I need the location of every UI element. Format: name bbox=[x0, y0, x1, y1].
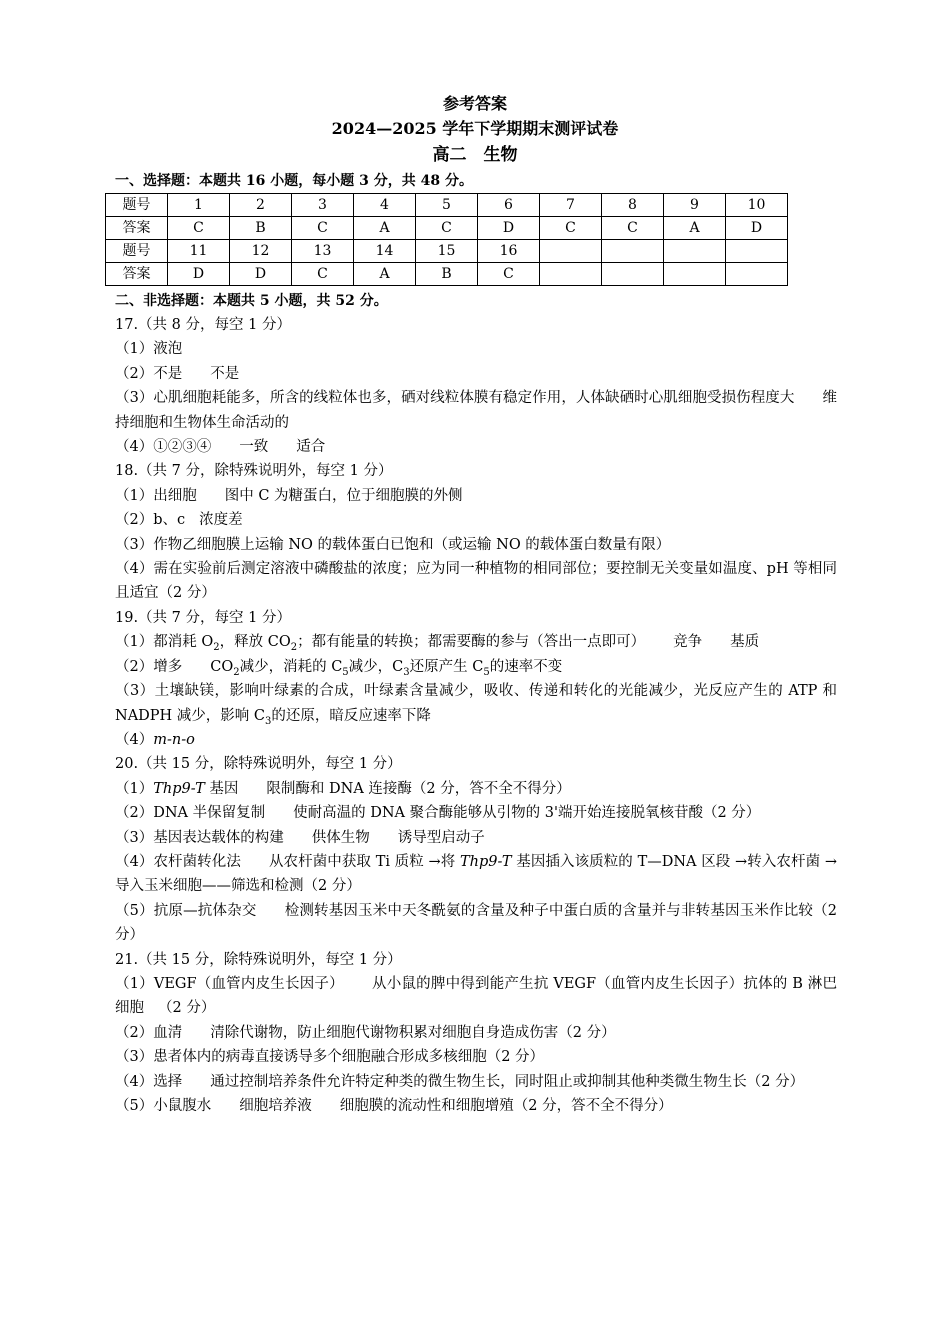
answer-body bbox=[115, 313, 837, 1118]
table-cell: C bbox=[540, 217, 602, 240]
answer-line: （2）血清 清除代谢物，防止细胞代谢物积累对细胞自身造成伤害（2 分） bbox=[115, 1024, 616, 1041]
answer-line: （2）增多 $CO_2$减少，消耗的 $C_5$减少，$C_3$还原产生 $C_5$的速率不变 bbox=[115, 658, 563, 678]
table-cell bbox=[540, 240, 602, 263]
exam-title: 2024—2025 学年下学期期末测评试卷 bbox=[331, 119, 619, 138]
table-cell bbox=[726, 240, 788, 263]
table-cell: 2 bbox=[230, 194, 292, 217]
table-cell: 11 bbox=[168, 240, 230, 263]
section-2-heading: 二、非选择题：本题共 5 小题，共 52 分。 bbox=[115, 293, 388, 309]
section-1-heading: 一、选择题：本题共 16 小题，每小题 3 分，共 48 分。 bbox=[115, 173, 473, 189]
row-label: 答案 bbox=[106, 263, 168, 286]
answer-line: （1）液泡 bbox=[115, 341, 183, 358]
table-cell bbox=[726, 263, 788, 286]
answer-line: （3）患者体内的病毒直接诱导多个细胞融合形成多核细胞（2 分） bbox=[115, 1049, 545, 1066]
table-cell: 7 bbox=[540, 194, 602, 217]
doc-title: 参考答案 bbox=[442, 94, 507, 113]
table-cell: C bbox=[292, 217, 354, 240]
table-cell: 9 bbox=[664, 194, 726, 217]
row-label: 题号 bbox=[106, 240, 168, 263]
question-row bbox=[106, 194, 788, 217]
table-cell: C bbox=[168, 217, 230, 240]
row-label: 答案 bbox=[106, 217, 168, 240]
answer-line: （4）m-n-o bbox=[115, 731, 195, 748]
table-cell: D bbox=[168, 263, 230, 286]
table-cell: C bbox=[416, 217, 478, 240]
answer-line: （3）基因表达载体的构建 供体生物 诱导型启动子 bbox=[115, 829, 485, 846]
table-cell: 4 bbox=[354, 194, 416, 217]
table-cell: 10 bbox=[726, 194, 788, 217]
table-cell: A bbox=[354, 217, 416, 240]
question-21-head: 21.（共 15 分，除特殊说明外，每空 1 分） bbox=[115, 951, 402, 968]
answer-row bbox=[106, 217, 788, 240]
answer-line: （5）小鼠腹水 细胞培养液 细胞膜的流动性和细胞增殖（2 分，答不全不得分） bbox=[115, 1098, 673, 1114]
table-cell bbox=[664, 263, 726, 286]
table-cell: A bbox=[354, 263, 416, 286]
table-cell bbox=[602, 240, 664, 263]
table-cell: 1 bbox=[168, 194, 230, 217]
answer-line: （4）①②③④ 一致 适合 bbox=[115, 439, 326, 456]
answer-line: （4）需在实验前后测定溶液中磷酸盐的浓度；应为同一种植物的相同部位；要控制无关变量如温度、pH 等相同且适宜（2 分） bbox=[115, 561, 837, 602]
answer-line: （1）都消耗 $O_2$，释放 $CO_2$；都有能量的转换；都需要酶的参与（答出一点即可） 竞争 基质 bbox=[115, 634, 760, 654]
row-label: 题号 bbox=[106, 194, 168, 217]
question-row bbox=[106, 240, 788, 263]
table-cell: 5 bbox=[416, 194, 478, 217]
table-cell: 13 bbox=[292, 240, 354, 263]
table-cell bbox=[664, 240, 726, 263]
table-cell: 12 bbox=[230, 240, 292, 263]
table-cell: C bbox=[292, 263, 354, 286]
table-cell: A bbox=[664, 217, 726, 240]
table-cell: D bbox=[726, 217, 788, 240]
answer-line: （2）不是 不是 bbox=[115, 365, 240, 382]
question-18-head: 18.（共 7 分，除特殊说明外，每空 1 分） bbox=[115, 463, 393, 480]
answer-row bbox=[106, 263, 788, 286]
table-cell bbox=[602, 263, 664, 286]
table-cell: B bbox=[230, 217, 292, 240]
table-cell: 15 bbox=[416, 240, 478, 263]
answer-line: （5）抗原—抗体杂交 检测转基因玉米中天冬酰氨的含量及种子中蛋白质的含量并与非转基因玉米作比较（2 分） bbox=[115, 902, 837, 944]
table-cell: 16 bbox=[478, 240, 540, 263]
table-cell bbox=[540, 263, 602, 286]
answer-line: （3）土壤缺镁，影响叶绿素的合成，叶绿素含量减少，吸收、传递和转化的光能减少，光反应产生的 ATP 和 NADPH 减少，影响 $C_3$的还原，暗反应速率下降 bbox=[115, 683, 837, 727]
table-cell: D bbox=[478, 217, 540, 240]
answer-line: （3）心肌细胞耗能多，所含的线粒体也多，硒对线粒体膜有稳定作用，人体缺硒时心肌细胞受损伤程度大 维持细胞和生物体生命活动的 bbox=[115, 390, 837, 431]
answer-line: （4）选择 通过控制培养条件允许特定种类的微生物生长，同时阻止或抑制其他种类微生物生长（2 分） bbox=[115, 1073, 805, 1090]
question-19-head: 19.（共 7 分，每空 1 分） bbox=[115, 609, 291, 626]
answer-line: （1）出细胞 图中 C 为糖蛋白，位于细胞膜的外侧 bbox=[115, 487, 463, 504]
answer-line: （2）b、c 浓度差 bbox=[115, 512, 243, 529]
table-cell: C bbox=[602, 217, 664, 240]
table-cell: 14 bbox=[354, 240, 416, 263]
question-17-head: 17.（共 8 分，每空 1 分） bbox=[115, 317, 291, 333]
subject-title: 高二 生物 bbox=[432, 145, 518, 165]
answer-line: （1）Thp9-T 基因 限制酶和 DNA 连接酶（2 分，答不全不得分） bbox=[115, 780, 571, 797]
table-cell: C bbox=[478, 263, 540, 286]
table-cell: 3 bbox=[292, 194, 354, 217]
table-cell: D bbox=[230, 263, 292, 286]
table-cell: B bbox=[416, 263, 478, 286]
answer-table bbox=[105, 193, 788, 286]
answer-line: （2）DNA 半保留复制 使耐高温的 DNA 聚合酶能够从引物的 3'端开始连接脱氧核苷酸（2 分） bbox=[115, 805, 761, 822]
table-cell: 8 bbox=[602, 194, 664, 217]
answer-line: （3）作物乙细胞膜上运输 NO 的载体蛋白已饱和（或运输 NO 的载体蛋白数量有限） bbox=[115, 536, 671, 553]
answer-line: （4）农杆菌转化法 从农杆菌中获取 Ti 质粒 →将 Thp9-T 基因插入该质粒的 T—DNA 区段 →转入农杆菌 → 导入玉米细胞——筛选和检测（2 分） bbox=[115, 853, 837, 895]
table-cell: 6 bbox=[478, 194, 540, 217]
question-20-head: 20.（共 15 分，除特殊说明外，每空 1 分） bbox=[115, 756, 402, 773]
answer-line: （1）VEGF（血管内皮生长因子） 从小鼠的脾中得到能产生抗 VEGF（血管内皮生长因子）抗体的 B 淋巴细胞 （2 分） bbox=[115, 975, 837, 1017]
